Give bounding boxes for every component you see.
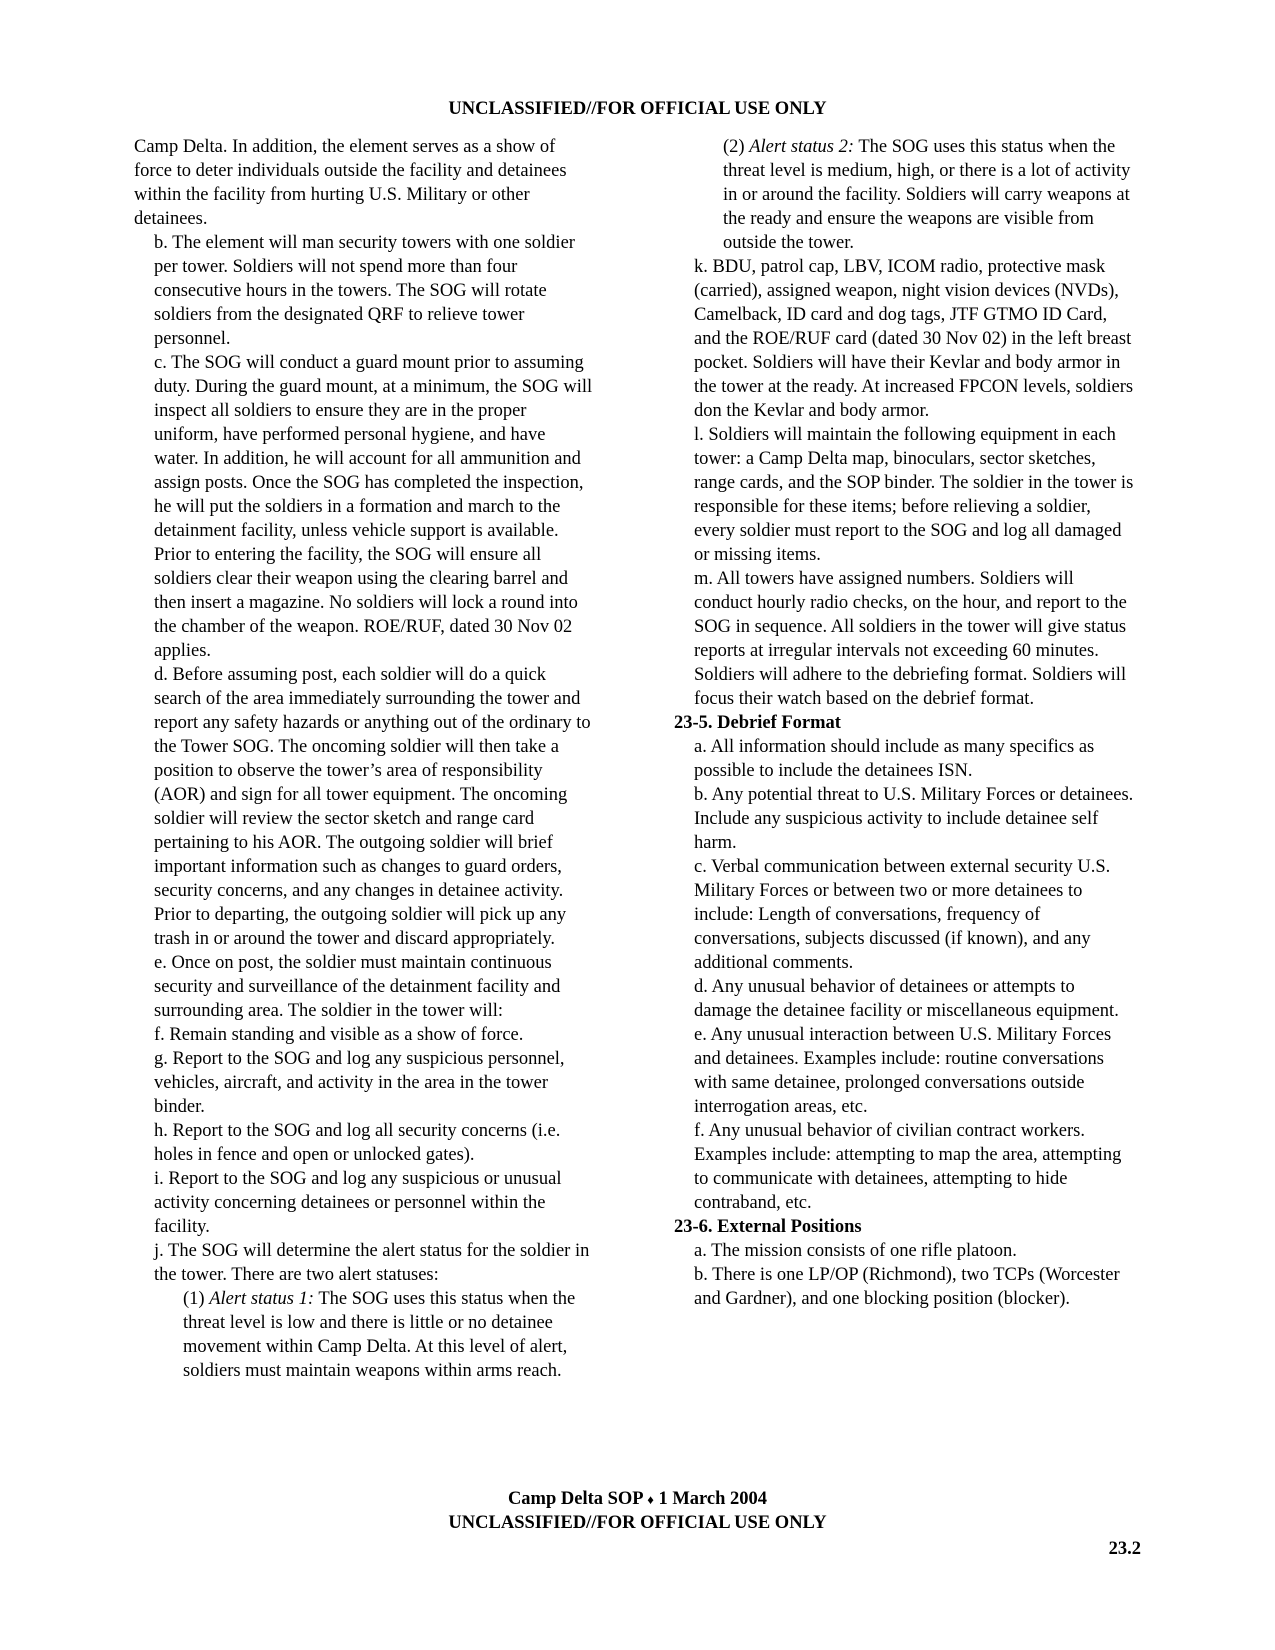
external-positions-item-b: b. There is one LP/OP (Richmond), two TCPs (Worcester and Gardner), and one blocking position (blocker). bbox=[694, 1265, 1120, 1309]
debrief-item-a: a. All information should include as many specifics as possible to include the detainees ISN. bbox=[694, 737, 1095, 781]
alert-2-text: The SOG uses this status when the threat level is medium, high, or there is a lot of activity in or around the facility. Soldiers will carry weapons at the ready and ensure the weapons are visible from outside the tower. bbox=[723, 137, 1131, 253]
debrief-item-d: d. Any unusual behavior of detainees or attempts to damage the detainee facility or miscellaneous equipment. bbox=[694, 977, 1119, 1021]
external-positions-item-a: a. The mission consists of one rifle platoon. bbox=[694, 1241, 1017, 1261]
page-number: 23.2 bbox=[1108, 1539, 1141, 1559]
alert-1-number: (1) bbox=[183, 1289, 210, 1309]
paragraph-f: f. Remain standing and visible as a show of force. bbox=[154, 1025, 524, 1045]
paragraph-b: b. The element will man security towers with one soldier per tower. Soldiers will not spend more than four consecutive hours in the towers. The SOG will rotate soldiers from the designated QRF to relieve tower personnel. bbox=[154, 233, 575, 349]
classification-header: UNCLASSIFIED//FOR OFFICIAL USE ONLY bbox=[448, 99, 827, 119]
alert-2-title: Alert status 2: bbox=[749, 137, 855, 157]
alert-2-number: (2) bbox=[723, 137, 750, 157]
paragraph-j: j. The SOG will determine the alert status for the soldier in the tower. There are two alert statuses: bbox=[154, 1241, 590, 1285]
alert-1-title: Alert status 1: bbox=[209, 1289, 315, 1309]
paragraph-h: h. Report to the SOG and log all security concerns (i.e. holes in fence and open or unlocked gates). bbox=[154, 1121, 561, 1165]
debrief-item-f: f. Any unusual behavior of civilian contract workers. Examples include: attempting to map the area, attempting to communicate with detainees, attempting to hide contraband, etc. bbox=[694, 1121, 1122, 1213]
debrief-item-c: c. Verbal communication between external security U.S. Military Forces or between two or more detainees to include: Length of conversations, frequency of conversations, subjects discussed (if known), and any additional comments. bbox=[694, 857, 1111, 973]
paragraph-g: g. Report to the SOG and log any suspicious personnel, vehicles, aircraft, and activity in the area in the tower binder. bbox=[154, 1049, 565, 1117]
paragraph-c: c. The SOG will conduct a guard mount prior to assuming duty. During the guard mount, at a minimum, the SOG will inspect all soldiers to ensure they are in the proper uniform, have performed personal hygiene, and have water. In addition, he will account for all ammunition and assign posts. Once the SOG has completed the inspection, he will put the soldiers in a formation and march to the detainment facility, unless vehicle support is available. Prior to entering the facility, the SOG will ensure all soldiers clear their weapon using the clearing barrel and then insert a magazine. No soldiers will lock a round into the chamber of the weapon. ROE/RUF, dated 30 Nov 02 applies. bbox=[154, 353, 593, 661]
section-heading-23-5: 23-5. Debrief Format bbox=[674, 713, 841, 733]
left-column bbox=[134, 135, 594, 1383]
paragraph-m: m. All towers have assigned numbers. Soldiers will conduct hourly radio checks, on the hour, and report to the SOG in sequence. All soldiers in the tower will give status reports at irregular intervals not exceeding 60 minutes. Soldiers will adhere to the debriefing format. Soldiers will focus their watch based on the debrief format. bbox=[694, 569, 1127, 709]
paragraph-k: k. BDU, patrol cap, LBV, ICOM radio, protective mask (carried), assigned weapon, night vision devices (NVDs), Camelback, ID card and dog tags, JTF GTMO ID Card, and the ROE/RUF card (dated 30 Nov 02) in the left breast pocket. Soldiers will have their Kevlar and body armor in the tower at the ready. At increased FPCON levels, soldiers don the Kevlar and body armor. bbox=[694, 257, 1134, 421]
classification-footer: UNCLASSIFIED//FOR OFFICIAL USE ONLY bbox=[448, 1513, 827, 1533]
footer-document-title bbox=[0, 1487, 1275, 1512]
debrief-item-b: b. Any potential threat to U.S. Military Forces or detainees. Include any suspicious activity to include detainee self harm. bbox=[694, 785, 1134, 853]
footer-date-text: 1 March 2004 bbox=[658, 1489, 768, 1509]
paragraph-alert-status-1 bbox=[134, 1287, 594, 1383]
section-heading-23-6: 23-6. External Positions bbox=[674, 1217, 862, 1237]
alert-1-text: The SOG uses this status when the threat level is low and there is little or no detainee movement within Camp Delta. At this level of alert, soldiers must maintain weapons within arms reach. bbox=[183, 1289, 576, 1381]
paragraph-i: i. Report to the SOG and log any suspicious or unusual activity concerning detainees or personnel within the facility. bbox=[154, 1169, 562, 1237]
debrief-item-e: e. Any unusual interaction between U.S. Military Forces and detainees. Examples include: routine conversations with same detainee, prolonged conversations outside interrogation areas, etc. bbox=[694, 1025, 1112, 1117]
paragraph-d: d. Before assuming post, each soldier will do a quick search of the area immediately surrounding the tower and report any safety hazards or anything out of the ordinary to the Tower SOG. The oncoming soldier will then take a position to observe the tower’s area of responsibility (AOR) and sign for all tower equipment. The oncoming soldier will review the sector sketch and range card pertaining to his AOR. The outgoing soldier will brief important information such as changes to guard orders, security concerns, and any changes in detainee activity. Prior to departing, the outgoing soldier will pick up any trash in or around the tower and discard appropriately. bbox=[154, 665, 591, 949]
paragraph-l: l. Soldiers will maintain the following equipment in each tower: a Camp Delta map, binoculars, sector sketches, range cards, and the SOP binder. The soldier in the tower is responsible for these items; before relieving a soldier, every soldier must report to the SOG and log all damaged or missing items. bbox=[694, 425, 1134, 565]
diamond-separator-icon: ♦ bbox=[647, 1492, 654, 1507]
paragraph-continuation: Camp Delta. In addition, the element serves as a show of force to deter individuals outside the facility and detainees within the facility from hurting U.S. Military or other detainees. bbox=[134, 137, 567, 229]
footer-title-text: Camp Delta SOP bbox=[507, 1489, 643, 1509]
paragraph-alert-status-2 bbox=[674, 135, 1134, 255]
right-column bbox=[674, 135, 1134, 1311]
paragraph-e: e. Once on post, the soldier must maintain continuous security and surveillance of the detainment facility and surrounding area. The soldier in the tower will: bbox=[154, 953, 561, 1021]
